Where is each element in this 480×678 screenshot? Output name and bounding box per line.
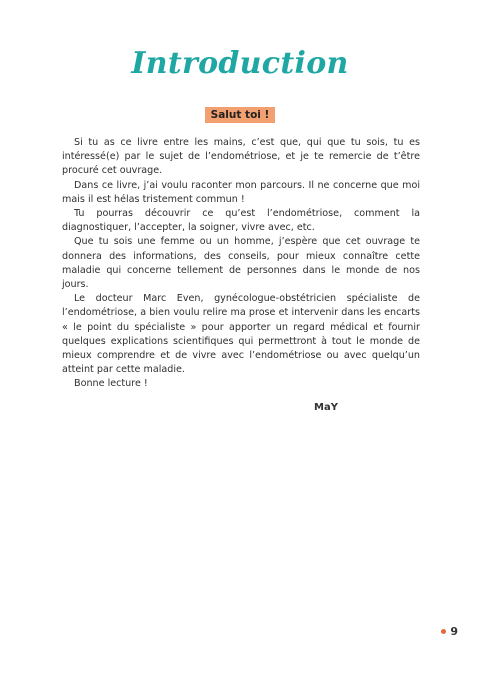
greeting-container	[0, 103, 480, 123]
paragraph: Tu pourras découvrir ce qu’est l’endométriose, comment la diagnostiquer, l’accepter, la soigner, vivre avec, etc.	[62, 208, 420, 234]
signature: MaY	[314, 402, 338, 413]
body-text	[62, 136, 420, 392]
paragraph: Si tu as ce livre entre les mains, c’est que, qui que tu sois, tu es intéressé(e) par le sujet de l’endométriose, et je te remercie de t’être procuré cet ouvrage.	[62, 137, 420, 177]
paragraph: Le docteur Marc Even, gynécologue-obstétricien spécialiste de l’endométriose, a bien voulu relire ma prose et intervenir dans les encarts « le point du spécialiste » pour apporter un regard médical et fournir quelques explications scientifiques qui permettront à tout le monde de mieux comprendre et de vivre avec l’endométriose ou avec quelqu’un atteint par cette maladie.	[62, 293, 420, 376]
paragraph: Que tu sois une femme ou un homme, j’espère que cet ouvrage te donnera des informations, des conseils, pour mieux connaître cette maladie qui concerne tellement de personnes dans le monde de nos jours.	[62, 236, 420, 291]
bullet-icon	[441, 629, 446, 634]
paragraph: Bonne lecture !	[74, 378, 148, 390]
page-title: Introduction	[131, 46, 349, 81]
greeting-highlight: Salut toi !	[205, 107, 276, 123]
page-number: 9	[450, 625, 458, 638]
paragraph: Dans ce livre, j’ai voulu raconter mon parcours. Il ne concerne que moi mais il est hélas tristement commun !	[62, 179, 420, 205]
page-footer	[441, 625, 458, 638]
